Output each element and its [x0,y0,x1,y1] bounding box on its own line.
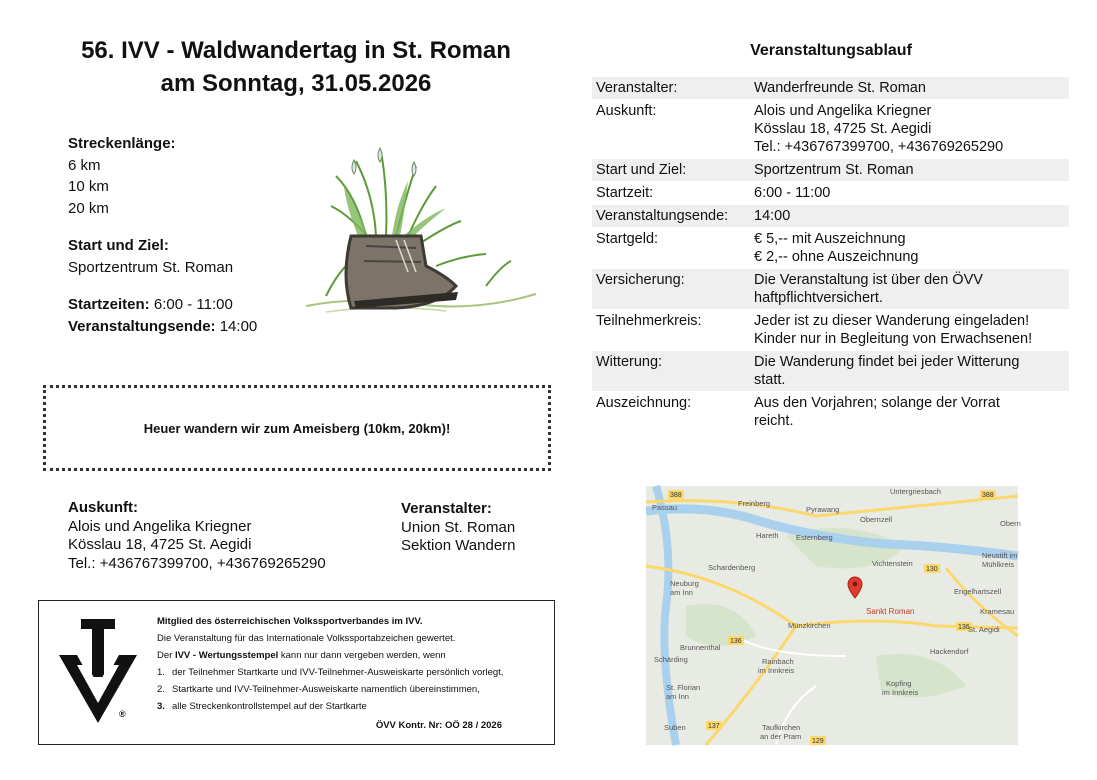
schedule-key: Witterung: [592,351,750,391]
map-place: St. Florian [666,683,701,692]
ivv-item-text: alle Streckenkontrollstempel auf der Startkarte [172,701,367,712]
road-shield: 130 [926,566,938,573]
schedule-value [750,392,1069,432]
schedule-value-line: Kösslau 18, 4725 St. Aegidi [754,121,932,137]
map-svg [646,486,1021,745]
map-place: Hareth [756,531,779,540]
map-place: Schärding [654,655,688,664]
schedule-value-line: Wanderfreunde St. Roman [754,80,926,96]
map-place: Schardenberg [708,563,756,572]
ivv-control-number: ÖVV Kontr. Nr: OÖ 28 / 2026 [375,720,502,731]
schedule-value-line: Tel.: +436767399700, +436769265290 [754,139,1004,155]
schedule-value-line: 14:00 [754,208,791,224]
map-place: Pyrawang [806,505,840,514]
schedule-row [592,392,1069,432]
schedule-value [750,351,1069,391]
schedule-value-line: Sportzentrum St. Roman [754,162,914,178]
schedule-value [750,205,1069,227]
map-place: Vichtenstein [872,559,913,568]
schedule-row [592,77,1069,99]
schedule-key: Auskunft: [596,103,657,119]
map-place: Neuburg [670,579,699,588]
veranstalter-line: Sektion Wandern [401,537,516,554]
ivv-logo [57,619,139,723]
notice-text: Heuer wandern wir zum Ameisberg (10km, 20km)! [143,420,451,436]
schedule-key: Startzeit: [596,185,654,201]
schedule-value-line: Kinder nur in Begleitung von Erwachsenen! [754,331,1033,347]
ivv-line: Die Veranstaltung für das Internationale Volkssportabzeichen gewertet. [157,633,456,644]
ivv-list-item [157,664,503,681]
schedule-value-line: € 2,-- ohne Auszeichnung [754,249,919,265]
ivv-item-number: 2. [157,684,165,695]
ivv-line3-pre: Der [157,650,175,661]
map-place: Taufkirchen [762,723,801,732]
ivv-item-text: der Teilnehmer Startkarte und IVV-Teilnehmer-Ausweiskarte persönlich vorlegt, [172,667,504,678]
page-title [40,34,552,100]
title-line-2: am Sonntag, 31.05.2026 [160,70,432,97]
start-section [68,235,233,278]
map-place: Freinberg [738,499,771,508]
title-line-1: 56. IVV - Waldwandertag in St. Roman [81,37,511,64]
schedule-value-line: haftpflichtversichert. [754,290,883,306]
veranstalter-heading: Veranstalter: [401,500,492,517]
ivv-list-item [157,681,503,698]
schedule-value [750,77,1069,99]
map-place: Suben [664,723,686,732]
schedule-row [592,159,1069,181]
road-shield: 136 [958,624,970,631]
schedule-key: Teilnehmerkreis: [596,313,702,329]
road-shield: 388 [982,492,994,499]
schedule-row [592,351,1069,391]
times-label: Startzeiten: [68,296,150,313]
ivv-item-text: Startkarte und IVV-Teilnehmer-Ausweiskarte namentlich übereinstimmen, [172,684,480,695]
map-place: Kopfing [886,679,912,688]
road-shield: 388 [670,492,682,499]
veranstalter-line: Union St. Roman [401,518,516,536]
veranstalter-section [401,500,516,556]
schedule-value-line: 6:00 - 11:00 [754,185,831,201]
distance-heading: Streckenlänge: [68,135,176,152]
map-place: Obern [1000,519,1021,528]
map-place: Passau [652,503,678,512]
schedule-row [592,228,1069,268]
map-place: Obernzell [860,515,893,524]
schedule-row [592,205,1069,227]
schedule-row [592,100,1069,158]
ivv-line [157,647,503,664]
location-map [646,486,1021,745]
auskunft-line: Alois und Angelika Kriegner [68,517,252,535]
schedule-value [750,228,1069,268]
schedule-table [592,76,1069,433]
ivv-text [157,613,503,715]
map-place: Hackendorf [930,647,969,656]
map-place: am Inn [666,692,689,701]
schedule-value [750,100,1069,158]
map-place: Untergriesbach [890,487,941,496]
map-place: St. Aegidi [968,625,1000,634]
schedule-value [750,310,1069,350]
end-label: Veranstaltungsende: [68,317,216,335]
road-shield: 129 [812,738,824,745]
start-heading: Start und Ziel: [68,237,169,254]
auskunft-line: Kösslau 18, 4725 St. Aegidi [68,536,252,553]
schedule-key: Startgeld: [596,231,659,247]
map-place: im Innkreis [882,688,919,697]
schedule-value-line: statt. [754,372,786,388]
map-place: Rainbach [762,657,794,666]
map-place: an der Pram [760,732,802,741]
map-place: am Inn [670,588,693,597]
auskunft-section [68,499,326,573]
schedule-value [750,269,1069,309]
ivv-membership-box [38,600,555,745]
schedule-value-line: Die Veranstaltung ist über den ÖVV [754,272,983,288]
registered-mark: ® [119,709,126,719]
auskunft-heading: Auskunft: [68,499,138,516]
start-value: Sportzentrum St. Roman [68,258,234,276]
map-place: Esternberg [796,533,833,542]
schedule-value-line: Aus den Vorjahren; solange der Vorrat [754,395,1000,411]
notice-box [43,385,551,471]
schedule-title: Veranstaltungsablauf [750,42,912,59]
ivv-line3-bold: IVV - Wertungsstempel [174,650,279,661]
schedule-value-line: Jeder ist zu dieser Wanderung eingeladen! [754,313,1030,329]
ivv-line: Mitglied des österreichischen Volkssportverbandes im IVV. [157,616,423,627]
shoe-flower-illustration [296,136,540,344]
schedule-key: Start und Ziel: [592,159,750,181]
auskunft-line: Tel.: +436767399700, +436769265290 [68,554,326,572]
schedule-value-line: reicht. [754,413,794,429]
schedule-key: Auszeichnung: [596,395,692,411]
road-shield: 137 [708,723,720,730]
map-place: Mühlkreis [982,560,1015,569]
times-section [68,294,257,337]
map-place: Münzkirchen [788,621,831,630]
ivv-item-number: 1. [157,667,165,678]
end-value: 14:00 [215,317,258,335]
schedule-row [592,310,1069,350]
schedule-value-line: Die Wanderung findet bei jeder Witterung [754,354,1020,370]
schedule-row [592,182,1069,204]
distance-item: 6 km [68,156,101,174]
distance-item: 20 km [68,199,109,217]
ivv-list-item [157,698,503,715]
map-place: im Innkreis [758,666,795,675]
schedule-row [592,269,1069,309]
map-pin-label: Sankt Roman [866,607,915,616]
schedule-value-line: € 5,-- mit Auszeichnung [754,231,906,247]
schedule-key: Veranstaltungsende: [592,205,750,227]
times-value: 6:00 - 11:00 [149,296,233,313]
ivv-line3-post: kann nur dann vergeben werden, wenn [278,650,446,661]
schedule-value [750,182,1069,204]
schedule-value-line: Alois und Angelika Kriegner [754,103,932,119]
map-place: Kramesau [980,607,1015,616]
schedule-key: Veranstalter: [592,77,750,99]
distance-item: 10 km [68,178,109,195]
map-place: Neustift im [982,551,1018,560]
road-shield: 136 [730,638,742,645]
map-place: Brunnenthal [680,643,721,652]
map-place: Engelhartszell [954,587,1002,596]
schedule-value [750,159,1069,181]
schedule-key: Versicherung: [592,269,750,309]
ivv-item-number: 3. [157,701,165,712]
distance-section [68,133,176,219]
